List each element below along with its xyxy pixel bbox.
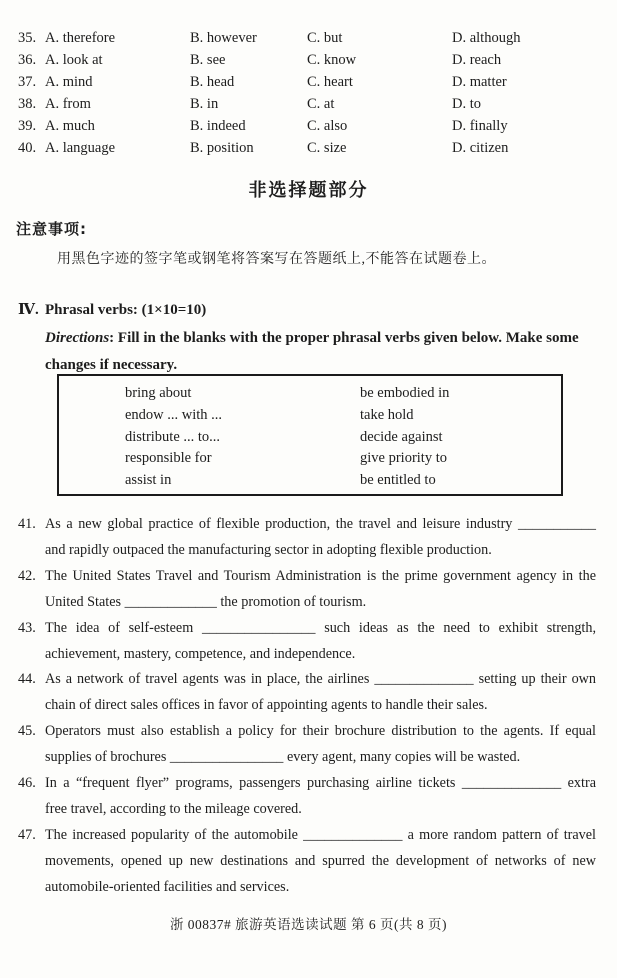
- notice-label: 注意事项:: [16, 220, 87, 238]
- option-a: A. language: [45, 140, 116, 156]
- phrasal-verb: decide against: [360, 428, 443, 445]
- question-line: chain of direct sales offices in favor of appointing agents to handle their sales.: [45, 697, 488, 714]
- question-number: 47.: [18, 826, 36, 843]
- question-41: [18, 512, 596, 564]
- page-footer: 浙 00837# 旅游英语选读试题 第 6 页(共 8 页): [169, 917, 448, 932]
- option-c: C. but: [307, 30, 343, 46]
- section-numeral: Ⅳ.: [18, 302, 39, 318]
- question-number: 36.: [18, 52, 37, 68]
- question-line: The increased popularity of the automobile ______________ a more random pattern of travel: [45, 826, 596, 843]
- option-b: B. however: [190, 30, 257, 46]
- phrasal-verb: endow ... with ...: [125, 406, 223, 423]
- option-d: D. although: [452, 30, 521, 46]
- option-row: [18, 93, 598, 115]
- option-b: B. head: [190, 74, 235, 90]
- question-number: 45.: [18, 723, 36, 740]
- phrasal-verbs-left-column: [59, 383, 360, 492]
- option-b: B. see: [190, 52, 226, 68]
- option-c: C. know: [307, 52, 357, 68]
- option-a: A. much: [45, 118, 95, 134]
- question-line: As a network of travel agents was in place, the airlines ______________ setting up their own: [45, 671, 596, 688]
- phrasal-verb: be entitled to: [360, 472, 436, 489]
- question-46: [18, 771, 596, 823]
- section-iv-header: [18, 297, 597, 380]
- option-c: C. heart: [307, 74, 353, 90]
- notice-text: 用黑色字迹的签字笔或钢笔将答案写在答题纸上,不能答在试题卷上。: [57, 252, 496, 267]
- phrasal-verbs-right-column: [360, 383, 561, 492]
- option-row: [18, 115, 598, 137]
- option-d: D. finally: [452, 118, 508, 134]
- option-row: [18, 49, 598, 71]
- question-number: 37.: [18, 74, 37, 90]
- phrasal-verb: take hold: [360, 406, 414, 423]
- option-b: B. in: [190, 96, 219, 112]
- option-c: C. size: [307, 140, 347, 156]
- question-42: [18, 564, 596, 616]
- question-number: 44.: [18, 671, 36, 688]
- phrasal-verb: give priority to: [360, 450, 447, 467]
- question-line: free travel, according to the mileage covered.: [45, 800, 302, 817]
- phrasal-verb: bring about: [125, 385, 192, 401]
- question-47: [18, 823, 596, 901]
- question-line: movements, opened up new destinations and spurred the development of networks of new: [45, 852, 596, 869]
- question-line: The United States Travel and Tourism Administration is the prime government agency in the: [45, 567, 596, 584]
- option-d: D. to: [452, 96, 481, 112]
- question-line: United States _____________ the promotion of tourism.: [45, 593, 367, 610]
- question-45: [18, 719, 596, 771]
- question-line: In a “frequent flyer” programs, passengers purchasing airline tickets ______________ extra: [45, 775, 596, 792]
- section-iv-title-line: [18, 297, 597, 325]
- option-d: D. citizen: [452, 140, 509, 156]
- question-number: 42.: [18, 567, 36, 584]
- question-line: The idea of self-esteem ________________ such ideas as the need to exhibit strength,: [45, 619, 596, 636]
- question-line: Operators must also establish a policy for their brochure distribution to the agents. If equal: [45, 723, 596, 740]
- phrasal-verb: distribute ... to...: [125, 428, 221, 445]
- option-a: A. look at: [45, 52, 103, 68]
- question-number: 46.: [18, 775, 36, 792]
- option-b: B. indeed: [190, 118, 246, 134]
- phrasal-verb: assist in: [125, 472, 172, 489]
- directions-line-2: changes if necessary.: [45, 357, 178, 373]
- question-number: 43.: [18, 619, 36, 636]
- phrasal-verbs-box: [57, 374, 563, 496]
- question-line: automobile-oriented facilities and services.: [45, 878, 290, 895]
- option-c: C. at: [307, 96, 335, 112]
- directions-text: : Fill in the blanks with the proper phrasal verbs given below. Make some: [109, 329, 579, 346]
- option-row: [18, 137, 598, 159]
- option-a: A. from: [45, 96, 91, 112]
- question-number: 41.: [18, 516, 36, 532]
- phrasal-verb: be embodied in: [360, 385, 450, 401]
- question-line: supplies of brochures ________________ every agent, many copies will be wasted.: [45, 749, 521, 766]
- option-row: [18, 71, 598, 93]
- phrasal-verb: responsible for: [125, 450, 212, 467]
- section-title: Phrasal verbs: (1×10=10): [45, 302, 207, 318]
- question-line: and rapidly outpaced the manufacturing sector in adopting flexible production.: [45, 541, 492, 558]
- option-c: C. also: [307, 118, 348, 134]
- question-line: achievement, mastery, competence, and independence.: [45, 645, 356, 662]
- directions-line: [18, 325, 597, 353]
- question-number: 38.: [18, 96, 37, 112]
- questions-block: [18, 512, 596, 901]
- option-row: [18, 27, 598, 49]
- question-line: As a new global practice of flexible production, the travel and leisure industry ___________: [45, 516, 596, 532]
- directions-label: Directions: [45, 329, 110, 346]
- options-block: [18, 27, 598, 159]
- option-d: D. matter: [452, 74, 507, 90]
- question-43: [18, 616, 596, 668]
- question-number: 40.: [18, 140, 37, 156]
- option-a: A. therefore: [45, 30, 116, 46]
- question-44: [18, 667, 596, 719]
- option-d: D. reach: [452, 52, 502, 68]
- option-a: A. mind: [45, 74, 93, 90]
- question-number: 35.: [18, 30, 37, 46]
- option-b: B. position: [190, 140, 254, 156]
- section-heading: 非选择题部分: [248, 180, 369, 201]
- question-number: 39.: [18, 118, 37, 134]
